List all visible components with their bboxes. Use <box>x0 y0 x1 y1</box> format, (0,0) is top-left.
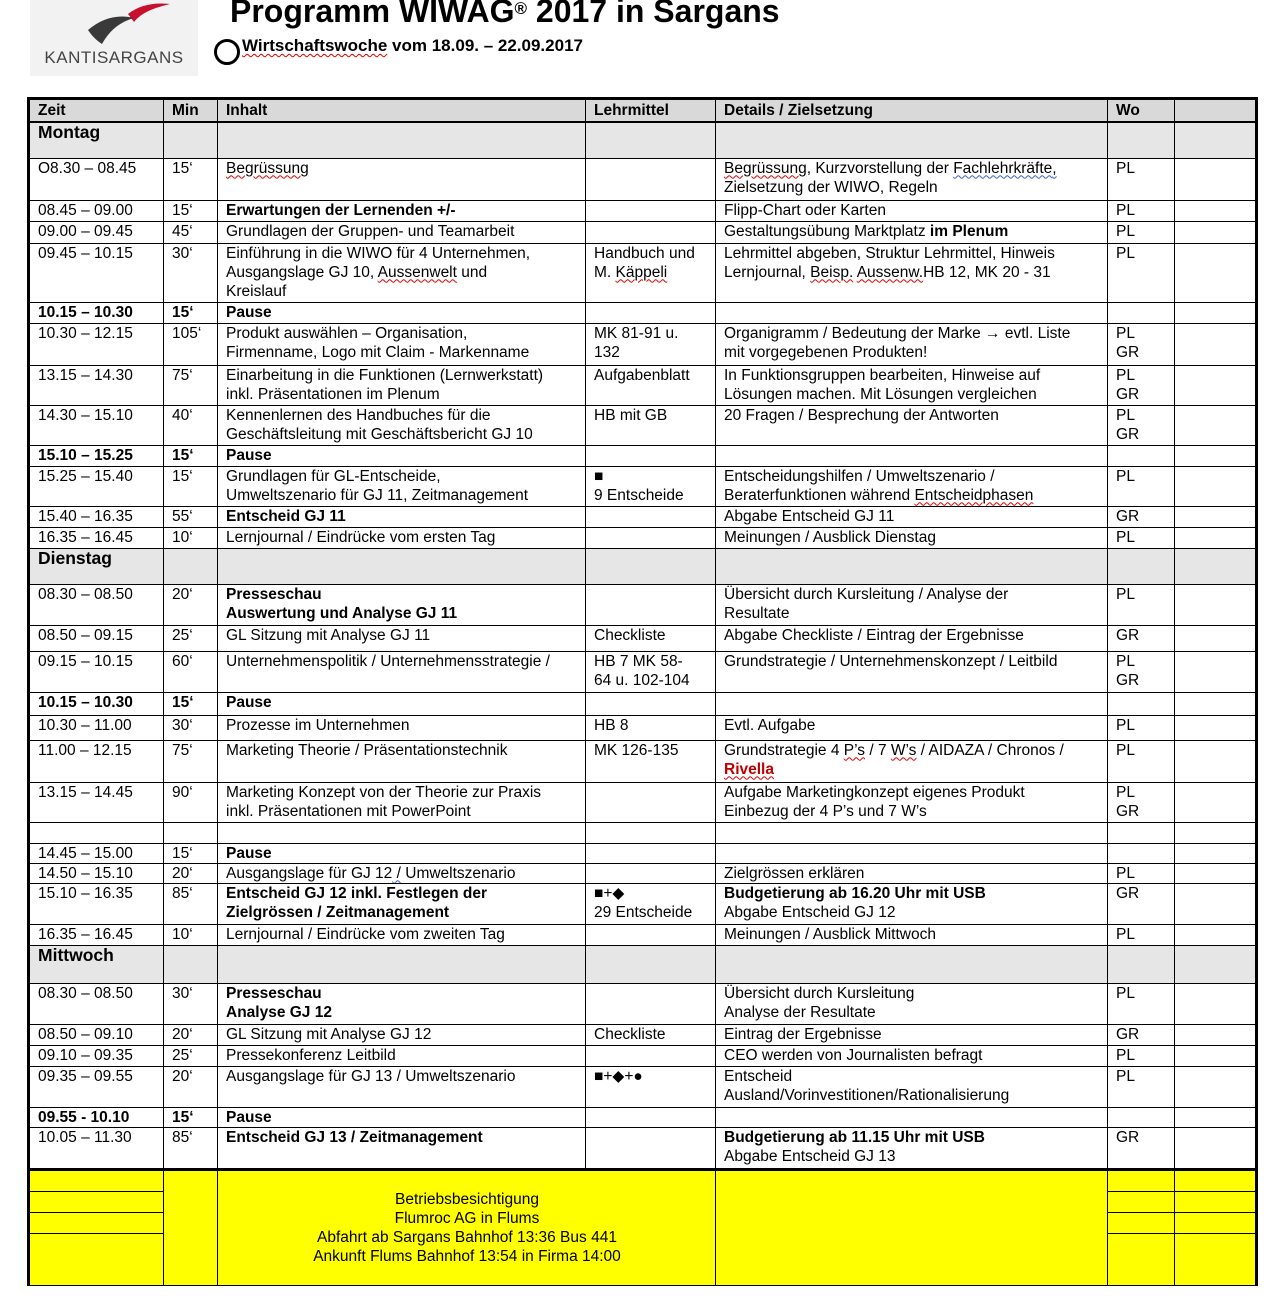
time-cell: 14.45 – 15.00 <box>29 843 164 863</box>
material-cell: Checkliste <box>586 625 716 651</box>
location-cell: PL GR <box>1108 405 1175 445</box>
details-cell: Begrüssung, Kurzvorstellung der Fachlehrkräfte, Zielsetzung der WIWO, Regeln <box>716 158 1108 200</box>
material-cell <box>586 863 716 883</box>
table-row <box>29 625 1257 651</box>
time-cell: 10.30 – 11.00 <box>29 715 164 740</box>
content-cell: Presseschau Auswertung und Analyse GJ 11 <box>218 584 586 625</box>
excursion-block <box>29 1169 1257 1285</box>
minutes-cell: 40‘ <box>164 405 218 445</box>
table-row <box>29 1066 1257 1107</box>
minutes-cell: 10‘ <box>164 527 218 548</box>
content-cell: Pause <box>218 302 586 323</box>
page-title: Programm WIWAG® 2017 in Sargans <box>230 0 780 29</box>
minutes-cell: 60‘ <box>164 651 218 692</box>
content-cell: Grundlagen der Gruppen- und Teamarbeit <box>218 221 586 243</box>
circle-marker-icon <box>214 39 240 65</box>
minutes-cell: 15‘ <box>164 466 218 506</box>
material-cell: ■+◆ 29 Entscheide <box>586 883 716 924</box>
minutes-cell: 55‘ <box>164 506 218 527</box>
details-cell: Übersicht durch Kursleitung / Analyse der Resultate <box>716 584 1108 625</box>
material-cell: Aufgabenblatt <box>586 365 716 405</box>
content-cell: Pause <box>218 445 586 466</box>
material-cell: HB mit GB <box>586 405 716 445</box>
content-cell: Entscheid GJ 11 <box>218 506 586 527</box>
time-cell: 10.15 – 10.30 <box>29 692 164 715</box>
table-row <box>29 158 1257 200</box>
material-cell <box>586 924 716 945</box>
day-label: Montag <box>29 122 164 158</box>
material-cell <box>586 302 716 323</box>
material-cell: HB 7 MK 58- 64 u. 102-104 <box>586 651 716 692</box>
location-cell <box>1108 445 1175 466</box>
details-cell <box>716 445 1108 466</box>
material-cell <box>586 506 716 527</box>
minutes-cell: 15‘ <box>164 158 218 200</box>
content-cell: Presseschau Analyse GJ 12 <box>218 983 586 1024</box>
school-logo <box>30 0 198 76</box>
column-header: Details / Zielsetzung <box>716 99 1108 123</box>
table-row <box>29 1127 1257 1169</box>
location-cell: PL GR <box>1108 365 1175 405</box>
time-cell: 09.10 – 09.35 <box>29 1045 164 1066</box>
content-cell: Pause <box>218 1107 586 1127</box>
time-cell: 08.45 – 09.00 <box>29 200 164 221</box>
material-cell: MK 126-135 <box>586 740 716 782</box>
time-cell: 16.35 – 16.45 <box>29 527 164 548</box>
material-cell: ■ 9 Entscheide <box>586 466 716 506</box>
details-cell: Abgabe Entscheid GJ 11 <box>716 506 1108 527</box>
material-cell <box>586 200 716 221</box>
location-cell: GR <box>1108 506 1175 527</box>
time-cell: 15.25 – 15.40 <box>29 466 164 506</box>
square-symbol-icon: ■ <box>594 467 604 485</box>
column-header: Inhalt <box>218 99 586 123</box>
details-cell <box>716 692 1108 715</box>
content-cell: Pause <box>218 692 586 715</box>
material-cell <box>586 843 716 863</box>
details-cell: Übersicht durch Kursleitung Analyse der Resultate <box>716 983 1108 1024</box>
content-cell: GL Sitzung mit Analyse GJ 11 <box>218 625 586 651</box>
day-label: Mittwoch <box>29 945 164 983</box>
table-row <box>29 843 1257 863</box>
content-cell: Pause <box>218 843 586 863</box>
time-cell: O8.30 – 08.45 <box>29 158 164 200</box>
time-cell: 11.00 – 12.15 <box>29 740 164 782</box>
time-cell: 09.45 – 10.15 <box>29 243 164 302</box>
day-header-row <box>29 945 1257 983</box>
details-cell: Grundstrategie / Unternehmenskonzept / Leitbild <box>716 651 1108 692</box>
content-cell: Ausgangslage für GJ 12 / Umweltszenario <box>218 863 586 883</box>
details-cell <box>716 1107 1108 1127</box>
details-cell: Eintrag der Ergebnisse <box>716 1024 1108 1045</box>
day-header-row <box>29 122 1257 158</box>
material-cell <box>586 527 716 548</box>
location-cell <box>1108 692 1175 715</box>
material-cell <box>586 782 716 822</box>
material-cell <box>586 158 716 200</box>
content-cell: Marketing Theorie / Präsentationstechnik <box>218 740 586 782</box>
minutes-cell: 20‘ <box>164 1024 218 1045</box>
square-diamond-symbol-icon: ■+◆ <box>594 884 625 902</box>
details-cell: Organigramm / Bedeutung der Marke → evtl. Liste mit vorgegebenen Produkten! <box>716 323 1108 365</box>
content-cell: Einarbeitung in die Funktionen (Lernwerkstatt) inkl. Präsentationen im Plenum <box>218 365 586 405</box>
location-cell <box>1108 1107 1175 1127</box>
content-cell: GL Sitzung mit Analyse GJ 12 <box>218 1024 586 1045</box>
table-row <box>29 323 1257 365</box>
details-cell: 20 Fragen / Besprechung der Antworten <box>716 405 1108 445</box>
minutes-cell: 105‘ <box>164 323 218 365</box>
content-cell: Unternehmenspolitik / Unternehmensstrategie / <box>218 651 586 692</box>
time-cell: 13.15 – 14.30 <box>29 365 164 405</box>
table-row <box>29 782 1257 822</box>
table-row <box>29 506 1257 527</box>
table-row <box>29 200 1257 221</box>
content-cell: Ausgangslage für GJ 13 / Umweltszenario <box>218 1066 586 1107</box>
location-cell: PL <box>1108 243 1175 302</box>
excursion-time-cell <box>29 1169 164 1285</box>
schedule-table <box>27 97 1258 1286</box>
location-cell: PL <box>1108 924 1175 945</box>
details-cell: Meinungen / Ausblick Mittwoch <box>716 924 1108 945</box>
minutes-cell: 45‘ <box>164 221 218 243</box>
logo-swoosh-icon <box>30 0 198 48</box>
table-row <box>29 1045 1257 1066</box>
minutes-cell: 15‘ <box>164 1107 218 1127</box>
content-cell: Begrüssung <box>218 158 586 200</box>
material-cell <box>586 692 716 715</box>
time-cell: 09.55 - 10.10 <box>29 1107 164 1127</box>
minutes-cell: 30‘ <box>164 715 218 740</box>
excursion-details-cell <box>716 1169 1108 1285</box>
location-cell: PL <box>1108 221 1175 243</box>
minutes-cell: 90‘ <box>164 782 218 822</box>
minutes-cell: 15‘ <box>164 843 218 863</box>
content-cell: Einführung in die WIWO für 4 Unternehmen, Ausgangslage GJ 10, Aussenwelt und Kreislauf <box>218 243 586 302</box>
location-cell: GR <box>1108 1024 1175 1045</box>
location-cell: PL GR <box>1108 651 1175 692</box>
minutes-cell: 15‘ <box>164 445 218 466</box>
table-row <box>29 405 1257 445</box>
column-header: Min <box>164 99 218 123</box>
minutes-cell: 30‘ <box>164 243 218 302</box>
time-cell: 15.10 – 15.25 <box>29 445 164 466</box>
minutes-cell: 25‘ <box>164 1045 218 1066</box>
table-row <box>29 365 1257 405</box>
time-cell: 08.30 – 08.50 <box>29 983 164 1024</box>
content-cell: Grundlagen für GL-Entscheide, Umweltszenario für GJ 11, Zeitmanagement <box>218 466 586 506</box>
material-cell: Checkliste <box>586 1024 716 1045</box>
time-cell: 10.05 – 11.30 <box>29 1127 164 1169</box>
table-row <box>29 1107 1257 1127</box>
location-cell <box>1108 843 1175 863</box>
details-cell: Budgetierung ab 16.20 Uhr mit USB Abgabe Entscheid GJ 12 <box>716 883 1108 924</box>
location-cell: PL GR <box>1108 323 1175 365</box>
minutes-cell: 20‘ <box>164 1066 218 1107</box>
minutes-cell: 10‘ <box>164 924 218 945</box>
location-cell: GR <box>1108 625 1175 651</box>
minutes-cell: 75‘ <box>164 365 218 405</box>
material-cell: MK 81-91 u. 132 <box>586 323 716 365</box>
table-row <box>29 302 1257 323</box>
time-cell: 08.50 – 09.10 <box>29 1024 164 1045</box>
table-row <box>29 822 1257 843</box>
minutes-cell: 20‘ <box>164 584 218 625</box>
content-cell: Erwartungen der Lernenden +/- <box>218 200 586 221</box>
minutes-cell: 25‘ <box>164 625 218 651</box>
table-row <box>29 924 1257 945</box>
content-cell: Kennenlernen des Handbuches für die Geschäftsleitung mit Geschäftsbericht GJ 10 <box>218 405 586 445</box>
location-cell: GR <box>1108 1127 1175 1169</box>
minutes-cell: 15‘ <box>164 302 218 323</box>
location-cell: PL <box>1108 715 1175 740</box>
content-cell: Entscheid GJ 13 / Zeitmanagement <box>218 1127 586 1169</box>
minutes-cell: 85‘ <box>164 883 218 924</box>
table-row <box>29 883 1257 924</box>
time-cell: 14.50 – 15.10 <box>29 863 164 883</box>
location-cell: PL <box>1108 158 1175 200</box>
minutes-cell: 15‘ <box>164 692 218 715</box>
minutes-cell: 85‘ <box>164 1127 218 1169</box>
location-cell: PL <box>1108 983 1175 1024</box>
location-cell: PL GR <box>1108 782 1175 822</box>
material-cell <box>586 1066 716 1107</box>
content-cell: Lernjournal / Eindrücke vom ersten Tag <box>218 527 586 548</box>
column-header: Wo <box>1108 99 1175 123</box>
time-cell: 15.40 – 16.35 <box>29 506 164 527</box>
material-cell <box>586 584 716 625</box>
minutes-cell: 30‘ <box>164 983 218 1024</box>
table-row <box>29 715 1257 740</box>
content-cell: Pressekonferenz Leitbild <box>218 1045 586 1066</box>
material-cell <box>586 1045 716 1066</box>
location-cell <box>1108 302 1175 323</box>
details-cell: CEO werden von Journalisten befragt <box>716 1045 1108 1066</box>
location-cell: PL <box>1108 863 1175 883</box>
day-header-row <box>29 548 1257 584</box>
material-cell <box>586 1127 716 1169</box>
material-cell <box>586 1107 716 1127</box>
table-row <box>29 1024 1257 1045</box>
location-cell: PL <box>1108 527 1175 548</box>
details-cell: Flipp-Chart oder Karten <box>716 200 1108 221</box>
time-cell: 16.35 – 16.45 <box>29 924 164 945</box>
time-cell: 13.15 – 14.45 <box>29 782 164 822</box>
material-cell <box>586 983 716 1024</box>
location-cell: PL <box>1108 1066 1175 1107</box>
material-cell: Handbuch und M. Käppeli <box>586 243 716 302</box>
content-cell: Entscheid GJ 12 inkl. Festlegen der Zielgrössen / Zeitmanagement <box>218 883 586 924</box>
square-diamond-circle-symbol-icon: ■+◆+● <box>594 1067 643 1085</box>
details-cell <box>716 302 1108 323</box>
time-cell: 10.15 – 10.30 <box>29 302 164 323</box>
time-cell: 15.10 – 16.35 <box>29 883 164 924</box>
content-cell: Prozesse im Unternehmen <box>218 715 586 740</box>
time-cell: 10.30 – 12.15 <box>29 323 164 365</box>
location-cell: PL <box>1108 740 1175 782</box>
time-cell: 09.00 – 09.45 <box>29 221 164 243</box>
logo-text: KANTISARGANS <box>44 48 184 67</box>
location-cell: PL <box>1108 466 1175 506</box>
table-row <box>29 584 1257 625</box>
details-cell: Evtl. Aufgabe <box>716 715 1108 740</box>
table-row <box>29 863 1257 883</box>
location-cell: PL <box>1108 200 1175 221</box>
content-cell: Marketing Konzept von der Theorie zur Praxis inkl. Präsentationen mit PowerPoint <box>218 782 586 822</box>
page-subtitle: Wirtschaftswoche vom 18.09. – 22.09.2017 <box>242 36 583 55</box>
day-label: Dienstag <box>29 548 164 584</box>
table-row <box>29 983 1257 1024</box>
content-cell: Produkt auswählen – Organisation, Firmenname, Logo mit Claim - Markenname <box>218 323 586 365</box>
details-cell: Budgetierung ab 11.15 Uhr mit USB Abgabe Entscheid GJ 13 <box>716 1127 1108 1169</box>
table-row <box>29 243 1257 302</box>
table-row <box>29 651 1257 692</box>
content-cell: Lernjournal / Eindrücke vom zweiten Tag <box>218 924 586 945</box>
excursion-location-cell <box>1108 1169 1175 1285</box>
details-cell: Aufgabe Marketingkonzept eigenes Produkt Einbezug der 4 P’s und 7 W’s <box>716 782 1108 822</box>
details-cell <box>716 843 1108 863</box>
column-header: Zeit <box>29 99 164 123</box>
excursion-content: Betriebsbesichtigung Flumroc AG in Flums Abfahrt ab Sargans Bahnhof 13:36 Bus 441 Ankunft Flums Bahnhof 13:54 in Firma 14:00 <box>218 1169 716 1285</box>
details-cell: Gestaltungsübung Marktplatz im Plenum <box>716 221 1108 243</box>
details-cell: Lehrmittel abgeben, Struktur Lehrmittel, Hinweis Lernjournal, Beisp. Aussenw.HB 12, MK 20 - 31 <box>716 243 1108 302</box>
material-cell: HB 8 <box>586 715 716 740</box>
time-cell: 08.30 – 08.50 <box>29 584 164 625</box>
material-cell <box>586 221 716 243</box>
details-cell: Entscheidungshilfen / Umweltszenario / Beraterfunktionen während Entscheidphasen <box>716 466 1108 506</box>
table-row <box>29 466 1257 506</box>
location-cell: PL <box>1108 1045 1175 1066</box>
details-cell: Entscheid Ausland/Vorinvestitionen/Rationalisierung <box>716 1066 1108 1107</box>
time-cell: 09.15 – 10.15 <box>29 651 164 692</box>
details-cell: Zielgrössen erklären <box>716 863 1108 883</box>
minutes-cell: 15‘ <box>164 200 218 221</box>
details-cell: Meinungen / Ausblick Dienstag <box>716 527 1108 548</box>
details-cell: Grundstrategie 4 P’s / 7 W’s / AIDAZA / Chronos / Rivella <box>716 740 1108 782</box>
time-cell: 08.50 – 09.15 <box>29 625 164 651</box>
excursion-minutes-cell <box>164 1169 218 1285</box>
column-header <box>1175 99 1257 123</box>
details-cell: Abgabe Checkliste / Eintrag der Ergebnisse <box>716 625 1108 651</box>
table-row <box>29 221 1257 243</box>
column-header: Lehrmittel <box>586 99 716 123</box>
time-cell: 14.30 – 15.10 <box>29 405 164 445</box>
minutes-cell: 20‘ <box>164 863 218 883</box>
table-header-row <box>29 99 1257 123</box>
table-row <box>29 692 1257 715</box>
material-cell <box>586 445 716 466</box>
table-row <box>29 527 1257 548</box>
details-cell: In Funktionsgruppen bearbeiten, Hinweise auf Lösungen machen. Mit Lösungen vergleichen <box>716 365 1108 405</box>
minutes-cell: 75‘ <box>164 740 218 782</box>
location-cell: GR <box>1108 883 1175 924</box>
table-row <box>29 445 1257 466</box>
time-cell: 09.35 – 09.55 <box>29 1066 164 1107</box>
table-row <box>29 740 1257 782</box>
location-cell: PL <box>1108 584 1175 625</box>
